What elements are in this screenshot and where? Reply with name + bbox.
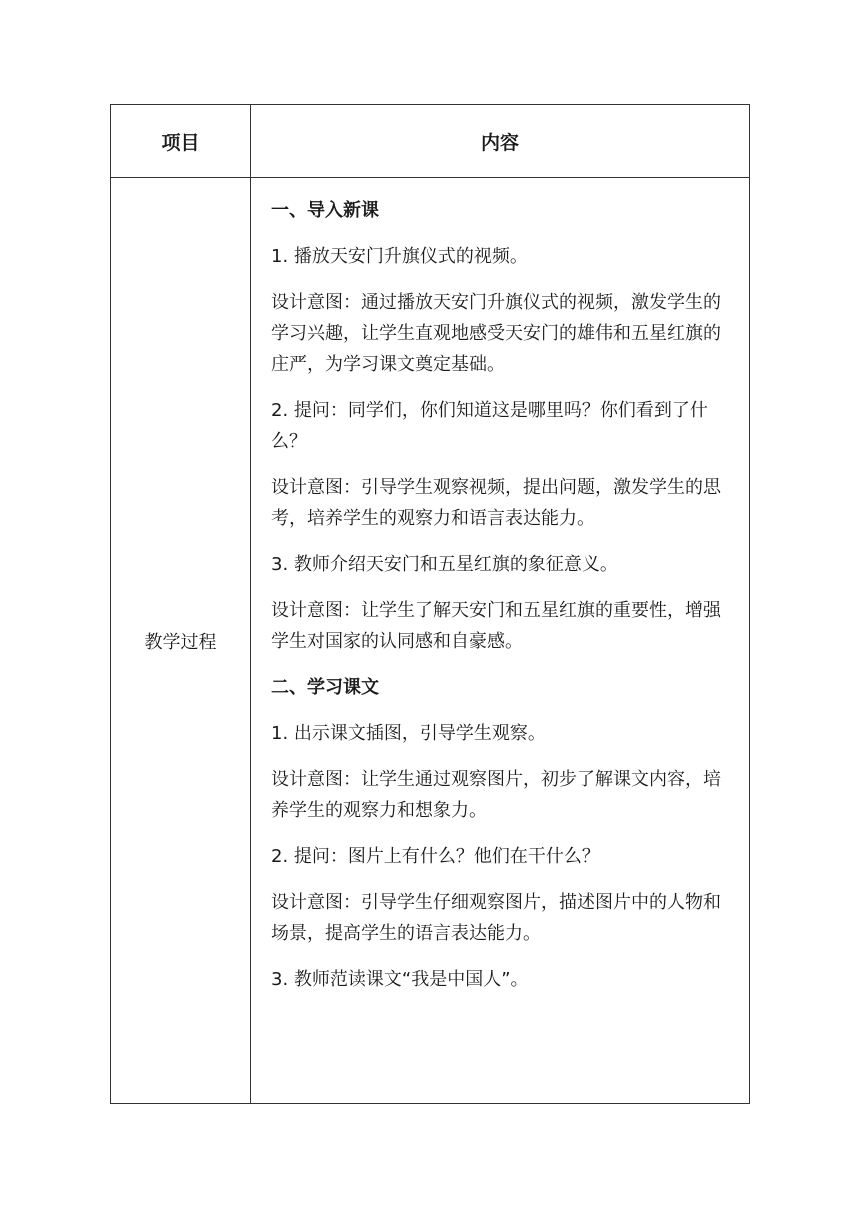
design-intent: 设计意图：引导学生观察视频，提出问题，激发学生的思考，培养学生的观察力和语言表达能力。 [271,477,721,529]
header-item-label: 项目 [161,131,200,154]
content-cell [271,195,733,995]
row-label: 教学过程 [144,631,217,653]
header-content-label: 内容 [480,131,519,154]
step-item: 3. 教师介绍天安门和五星红旗的象征意义。 [271,554,618,575]
lesson-plan-table [110,104,750,1104]
design-intent: 设计意图：通过播放天安门升旗仪式的视频，激发学生的学习兴趣，让学生直观地感受天安门的雄伟和五星红旗的庄严，为学习课文奠定基础。 [271,292,721,375]
design-intent: 设计意图：让学生通过观察图片，初步了解课文内容，培养学生的观察力和想象力。 [271,769,721,821]
header-item [111,105,250,177]
design-intent: 设计意图：让学生了解天安门和五星红旗的重要性，增强学生对国家的认同感和自豪感。 [271,600,721,652]
row-label-cell [111,178,250,1103]
step-item: 2. 提问：图片上有什么？他们在干什么？ [271,846,600,867]
step-item: 1. 出示课文插图，引导学生观察。 [271,723,546,744]
header-content [251,105,749,177]
section-title: 二、学习课文 [271,677,379,698]
step-item: 1. 播放天安门升旗仪式的视频。 [271,246,528,267]
step-item: 2. 提问：同学们，你们知道这是哪里吗？你们看到了什么？ [271,400,708,452]
section-title: 一、导入新课 [271,200,379,221]
step-item: 3. 教师范读课文“我是中国人”。 [271,969,529,990]
column-divider [250,105,251,1103]
design-intent: 设计意图：引导学生仔细观察图片，描述图片中的人物和场景，提高学生的语言表达能力。 [271,892,721,944]
